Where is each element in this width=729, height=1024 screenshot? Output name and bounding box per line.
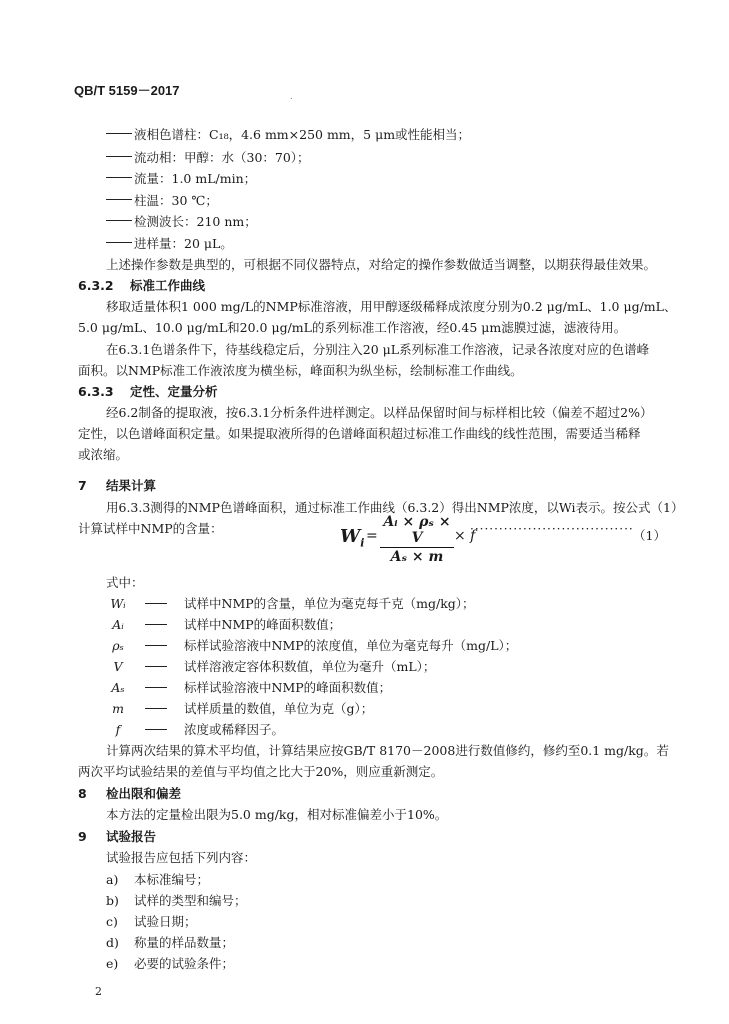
condition-flow: 流量：1.0 mL/min； [106,171,256,187]
symbol-definition: 试样溶液定容体积数值，单位为毫升（mL）； [184,659,436,674]
symbol-dash [145,729,167,730]
symbol: Wᵢ [110,596,126,611]
paragraph-line: 面积。以NMP标准工作液浓度为横坐标，峰面积为纵坐标，绘制标准工作曲线。 [78,363,523,378]
fraction-bar [380,547,454,548]
em-dash [106,220,132,221]
paragraph-line: 计算两次结果的算术平均值，计算结果应按GB/T 8170－2008进行数值修约，修约至0.1 mg/kg。若 [106,743,669,758]
list-item-label: e) [106,956,119,971]
where-label: 式中： [106,575,144,590]
em-dash [106,177,132,178]
list-item: 试样的类型和编号； [134,893,247,908]
standard-code: QB/T 5159－2017 [74,83,180,98]
scan-mark: . [290,92,293,101]
list-item-label: a) [106,872,119,887]
formula-leader-dots: ·································· [470,522,634,536]
symbol: Aᵢ [112,617,124,632]
em-dash [106,242,132,243]
symbol-dash [145,666,167,667]
em-dash [106,133,132,134]
list-item-label: c) [106,914,118,929]
list-item-label: b) [106,893,119,908]
em-dash [106,199,132,200]
paragraph-line: 两次平均试验结果的差值与平均值之比大于20%，则应重新测定。 [78,764,444,779]
conditions-note: 上述操作参数是典型的，可根据不同仪器特点，对给定的操作参数做适当调整，以期获得最佳效果。 [106,257,657,272]
symbol-definition: 试样中NMP的峰面积数值； [184,617,342,632]
symbol-definition: 试样质量的数值，单位为克（g）； [184,701,374,716]
formula-denominator: Aₛ × m [390,549,444,565]
formula-number: （1） [633,528,666,543]
section-9-heading: 9 试验报告 [78,829,157,844]
list-item: 本标准编号； [134,872,210,887]
formula-lhs: $W_i$ [340,526,365,550]
symbol-definition: 标样试验溶液中NMP的峰面积数值； [184,680,392,695]
formula-factor: × f [454,528,476,544]
formula-1 [340,514,680,564]
symbol: ρₛ [112,638,124,653]
paragraph-line: 5.0 μg/mL、10.0 μg/mL和20.0 μg/mL的系列标准工作溶液，经0.45 μm滤膜过滤，滤液待用。 [78,320,627,335]
formula-equals: = [366,528,378,544]
list-item: 称量的样品数量； [134,935,235,950]
section-6-3-2-heading: 6.3.2 标准工作曲线 [78,278,206,293]
page-number: 2 [95,985,102,998]
symbol-dash [145,603,167,604]
paragraph-line: 计算试样中NMP的含量： [78,521,223,536]
symbol: f [115,722,121,737]
condition-injection: 进样量：20 μL。 [106,236,233,252]
condition-temp: 柱温：30 ℃； [106,193,218,209]
em-dash [106,156,132,157]
section-8-heading: 8 检出限和偏差 [78,786,182,801]
formula-fraction [380,514,454,565]
paragraph-line: 定性，以色谱峰面积定量。如果提取液所得的色谱峰面积超过标准工作曲线的线性范围，需要适当稀释 [78,426,641,441]
paragraph-line: 经6.2制备的提取液，按6.3.1分析条件进样测定。以样品保留时间与标样相比较（偏差不超过2%） [106,405,653,420]
condition-column: 液相色谱柱：C₁₈，4.6 mm×250 mm，5 μm或性能相当； [106,127,470,143]
paragraph-line: 移取适量体积1 000 mg/L的NMP标准溶液，用甲醇逐级稀释成浓度分别为0.2 μg/mL、1.0 μg/mL、 [106,299,677,314]
symbol-dash [145,708,167,709]
list-item-label: d) [106,935,119,950]
symbol: V [113,659,123,674]
symbol: m [112,701,124,716]
symbol: Aₛ [111,680,125,695]
paragraph-line: 用6.3.3测得的NMP色谱峰面积，通过标准工作曲线（6.3.2）得出NMP浓度，以Wi表示。按公式（1） [106,500,684,515]
symbol-dash [145,624,167,625]
symbol-definition: 试样中NMP的含量，单位为毫克每千克（mg/kg）； [184,596,475,611]
paragraph-line: 本方法的定量检出限为5.0 mg/kg，相对标准偏差小于10%。 [106,807,448,822]
condition-mobile-phase: 流动相：甲醇：水（30：70）； [106,150,310,166]
list-item: 必要的试验条件； [134,956,235,971]
list-item: 试验日期； [134,914,197,929]
condition-wavelength: 检测波长：210 nm； [106,214,257,230]
symbol-dash [145,645,167,646]
symbol-definition: 浓度或稀释因子。 [184,722,285,737]
paragraph-line: 在6.3.1色谱条件下，待基线稳定后，分别注入20 μL系列标准工作溶液，记录各浓度对应的色谱峰 [106,342,650,357]
formula-numerator: Aᵢ × ρₛ × V [383,514,451,546]
paragraph-line: 或浓缩。 [78,447,129,462]
symbol-definition: 标样试验溶液中NMP的浓度值，单位为毫克每升（mg/L）； [184,638,518,653]
section-7-heading: 7 结果计算 [78,478,157,493]
paragraph-line: 试验报告应包括下列内容： [106,850,257,865]
section-6-3-3-heading: 6.3.3 定性、定量分析 [78,384,218,399]
symbol-dash [145,687,167,688]
